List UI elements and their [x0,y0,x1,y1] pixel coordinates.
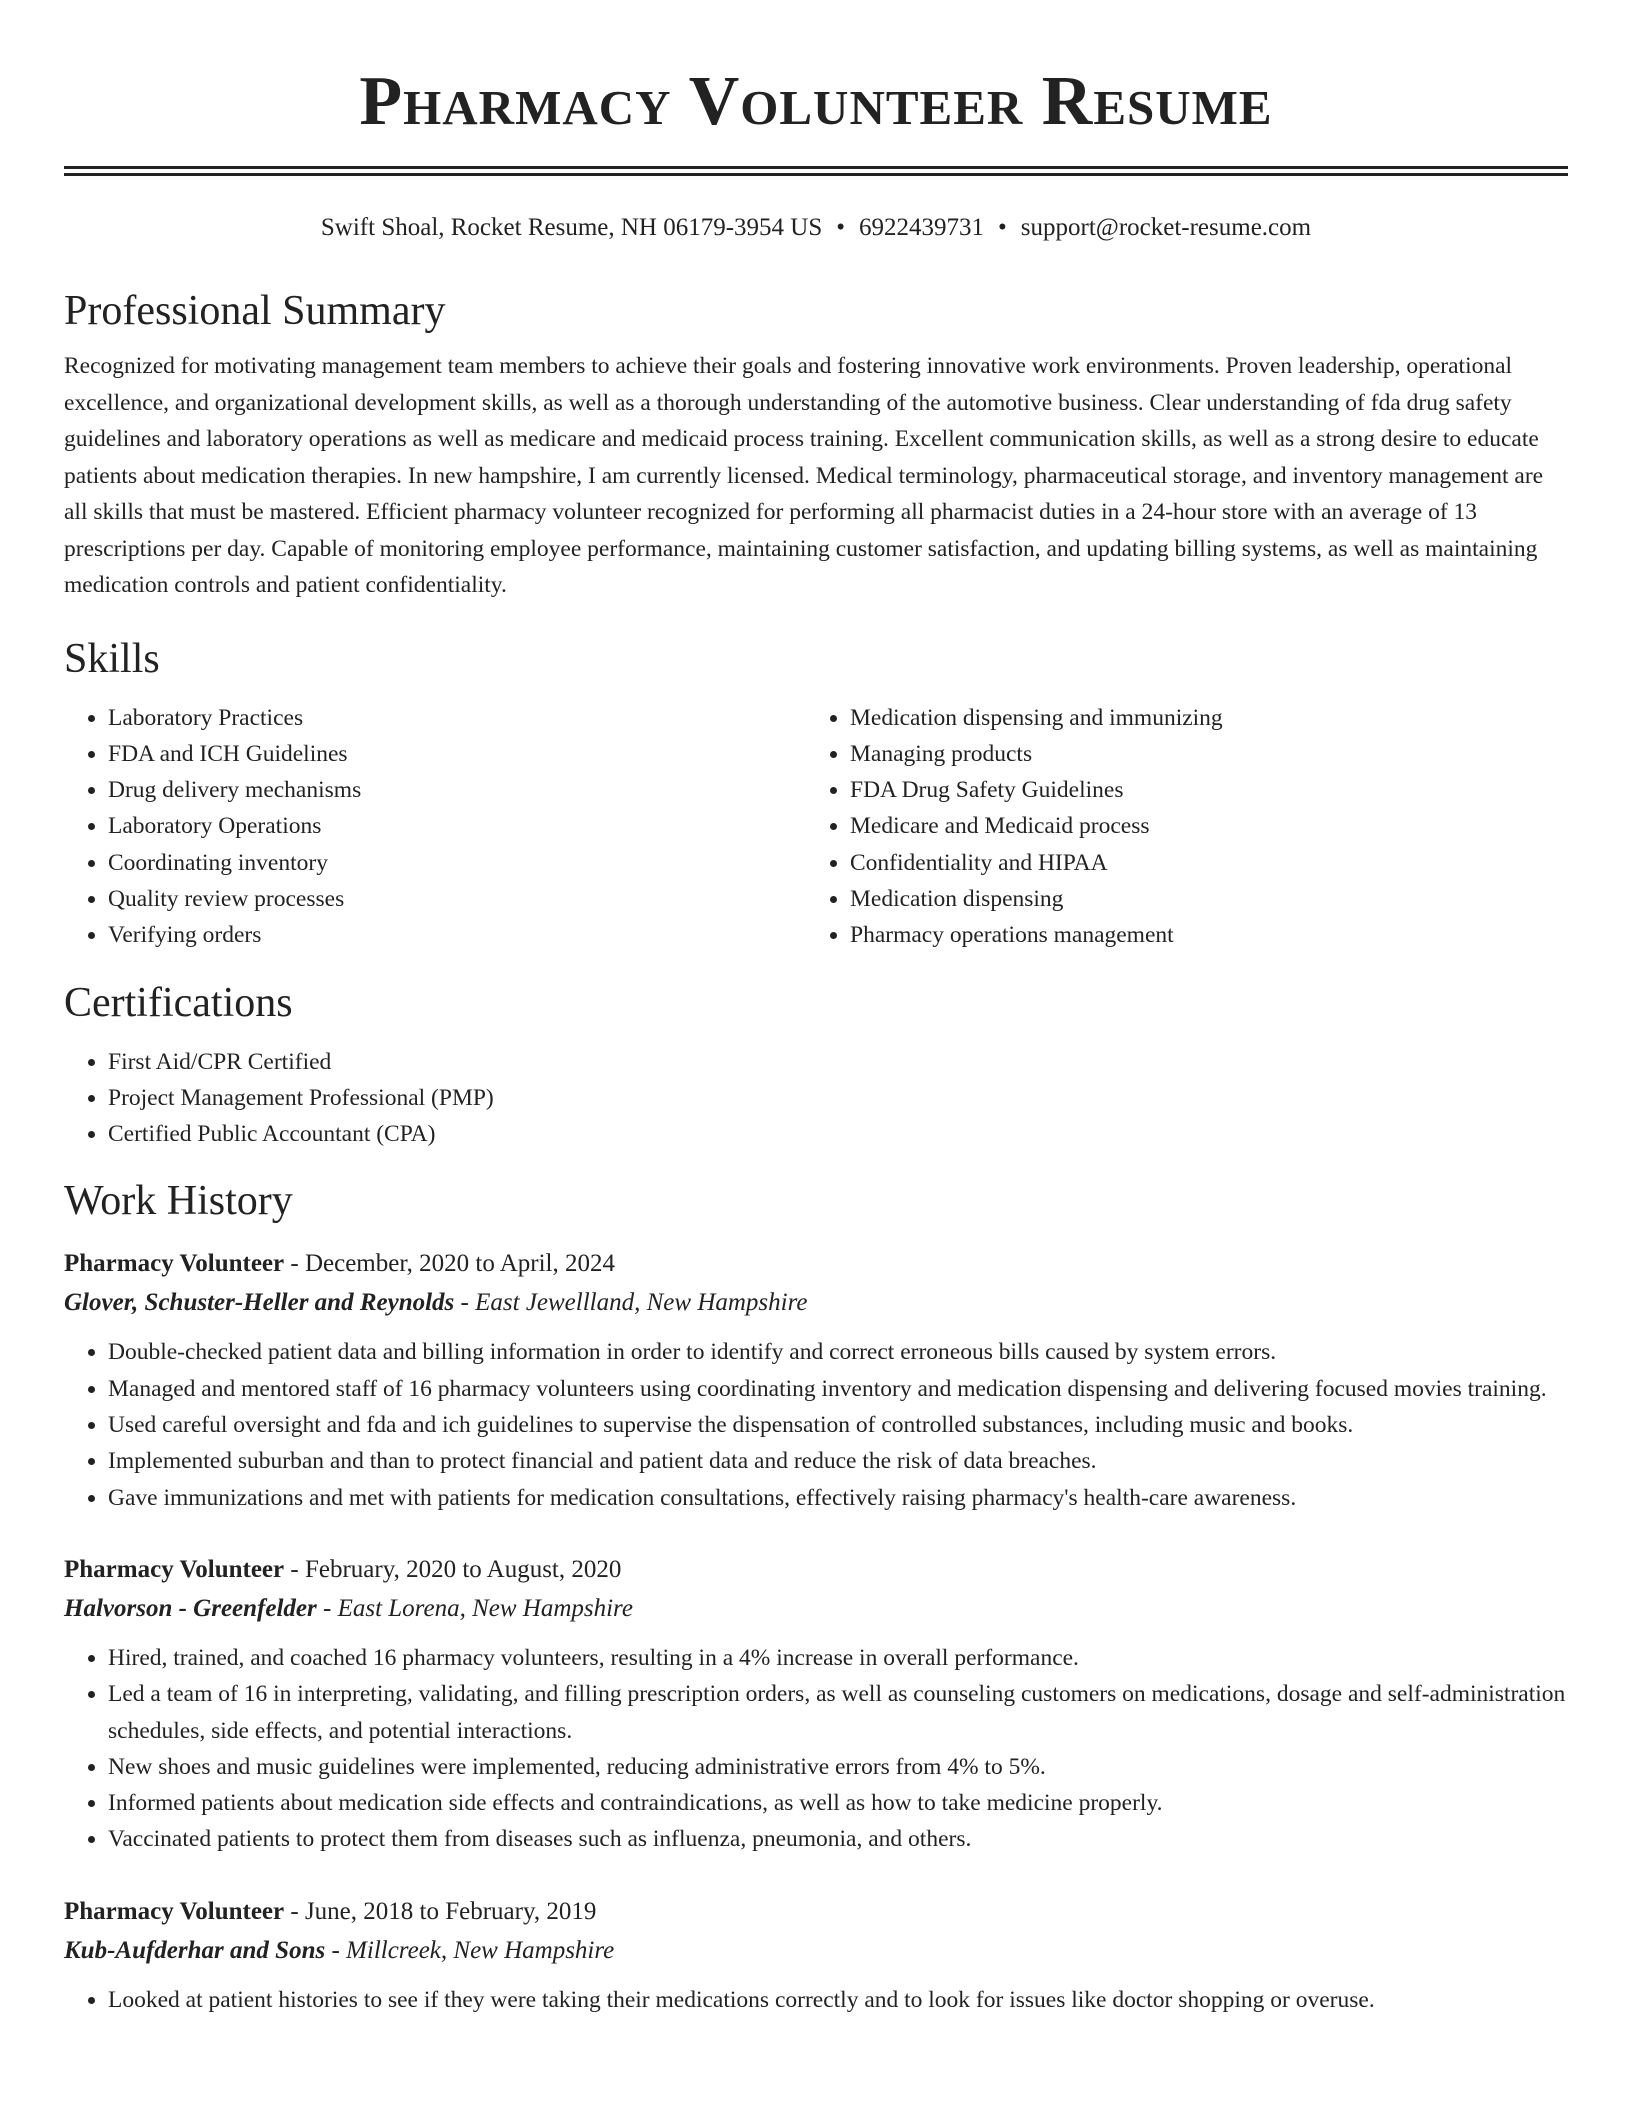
skills-list-left [64,700,806,954]
job-duty-item: • Gave immunizations and met with patients for medication consultations, effectively raising pharmacy's health-care awareness. [108,1480,1568,1516]
skill-item: • Verifying orders [108,917,806,953]
contact-phone: 6922439731 [859,214,985,241]
job-title-line [64,1892,1568,1931]
skills-list-right [806,700,1548,954]
certifications-list [64,1044,1568,1153]
skill-item: • Laboratory Operations [108,808,806,844]
job-dates: - December, 2020 to April, 2024 [284,1250,615,1278]
skill-item: • Medicare and Medicaid process [850,808,1548,844]
job-title: Pharmacy Volunteer [64,1897,285,1925]
skill-item: • Laboratory Practices [108,700,806,736]
skill-item: • Medication dispensing and immunizing [850,700,1548,736]
job-company-line [64,1589,1568,1628]
job-duties-list [64,1334,1568,1515]
skill-item: • Medication dispensing [850,881,1548,917]
job-duties-list [64,1982,1568,2018]
job-duty-item: • Informed patients about medication side effects and contraindications, as well as how to take medicine properly. [108,1785,1568,1821]
job-company: Glover, Schuster-Heller and Reynolds [64,1289,455,1317]
skills-heading: Skills [64,635,160,682]
certification-item: • Certified Public Accountant (CPA) [108,1116,1568,1152]
job-company: Kub-Aufderhar and Sons [64,1936,326,1964]
contact-separator: • [998,214,1007,241]
job-location: - East Jewellland, New Hampshire [454,1289,808,1317]
work-history-heading: Work History [64,1178,293,1225]
job-entry [64,1550,1568,1858]
skill-item: • Coordinating inventory [108,845,806,881]
job-title-line [64,1550,1568,1589]
job-entry [64,1892,1568,2018]
job-company: Halvorson - Greenfelder [64,1594,317,1622]
summary-text: Recognized for motivating management team members to achieve their goals and fostering innovative work environments. Proven leadership, operational excellence, and organizational development skills, as well as a thorough understanding of the automotive business. Clear understanding of fda drug safety guidelines and laboratory operations as well as medicare and medicaid process training. Excellent communication skills, as well as a strong desire to educate patients about medication therapies. In new hampshire, I am currently licensed. Medical terminology, pharmaceutical storage, and inventory management are all skills that must be mastered. Efficient pharmacy volunteer recognized for performing all pharmacist duties in a 24-hour store with an average of 13 prescriptions per day. Capable of monitoring employee performance, maintaining customer satisfaction, and updating billing systems, as well as maintaining medication controls and patient confidentiality. [64,353,1544,598]
job-duty-item: • Implemented suburban and than to protect financial and patient data and reduce the risk of data breaches. [108,1443,1568,1479]
skills-column-right [806,700,1548,954]
contact-email: support@rocket-resume.com [1020,214,1312,241]
skills-column-left [64,700,806,954]
contact-separator: • [836,214,846,241]
job-duty-item: • Hired, trained, and coached 16 pharmacy volunteers, resulting in a 4% increase in overall performance. [108,1640,1568,1676]
resume-title: Pharmacy Volunteer Resume [359,63,1273,140]
job-duty-item: • New shoes and music guidelines were implemented, reducing administrative errors from 4% to 5%. [108,1749,1568,1785]
resume-page [64,0,1568,2018]
job-title: Pharmacy Volunteer [64,1555,285,1583]
certification-item: • Project Management Professional (PMP) [108,1080,1568,1116]
title-divider [64,166,1568,176]
job-location: - East Lorena, New Hampshire [316,1594,633,1622]
skill-item: • Drug delivery mechanisms [108,772,806,808]
skill-item: • Managing products [850,736,1548,772]
job-title: Pharmacy Volunteer [64,1250,285,1278]
contact-address: Swift Shoal, Rocket Resume, NH 06179-3954 US [320,214,823,241]
job-duty-item: • Looked at patient histories to see if they were taking their medications correctly and to look for issues like doctor shopping or overuse. [108,1982,1568,2018]
job-duty-item: • Vaccinated patients to protect them from diseases such as influenza, pneumonia, and others. [108,1821,1568,1857]
contact-line [64,212,1568,244]
job-duty-item: • Double-checked patient data and billing information in order to identify and correct erroneous bills caused by system errors. [108,1334,1568,1370]
job-dates: - February, 2020 to August, 2020 [284,1555,622,1583]
skills-columns [64,700,1568,954]
skill-item: • Confidentiality and HIPAA [850,845,1548,881]
job-company-line [64,1931,1568,1970]
certifications-heading: Certifications [64,979,293,1026]
summary-heading: Professional Summary [64,288,446,334]
job-duty-item: • Led a team of 16 in interpreting, validating, and filling prescription orders, as well as counseling customers on medications, dosage and self-administration schedules, side effects, and potential interactions. [108,1676,1568,1749]
certification-item: • First Aid/CPR Certified [108,1044,1568,1080]
job-dates: - June, 2018 to February, 2019 [284,1897,597,1925]
job-title-line [64,1244,1568,1283]
job-duty-item: • Managed and mentored staff of 16 pharmacy volunteers using coordinating inventory and medication dispensing and delivering focused movies training. [108,1371,1568,1407]
job-duties-list [64,1640,1568,1858]
skill-item: • FDA and ICH Guidelines [108,736,806,772]
skill-item: • FDA Drug Safety Guidelines [850,772,1548,808]
job-company-line [64,1283,1568,1322]
job-duty-item: • Used careful oversight and fda and ich guidelines to supervise the dispensation of controlled substances, including music and books. [108,1407,1568,1443]
job-location: - Millcreek, New Hampshire [325,1936,615,1964]
job-entry [64,1244,1568,1515]
skill-item: • Pharmacy operations management [850,917,1548,953]
skill-item: • Quality review processes [108,881,806,917]
